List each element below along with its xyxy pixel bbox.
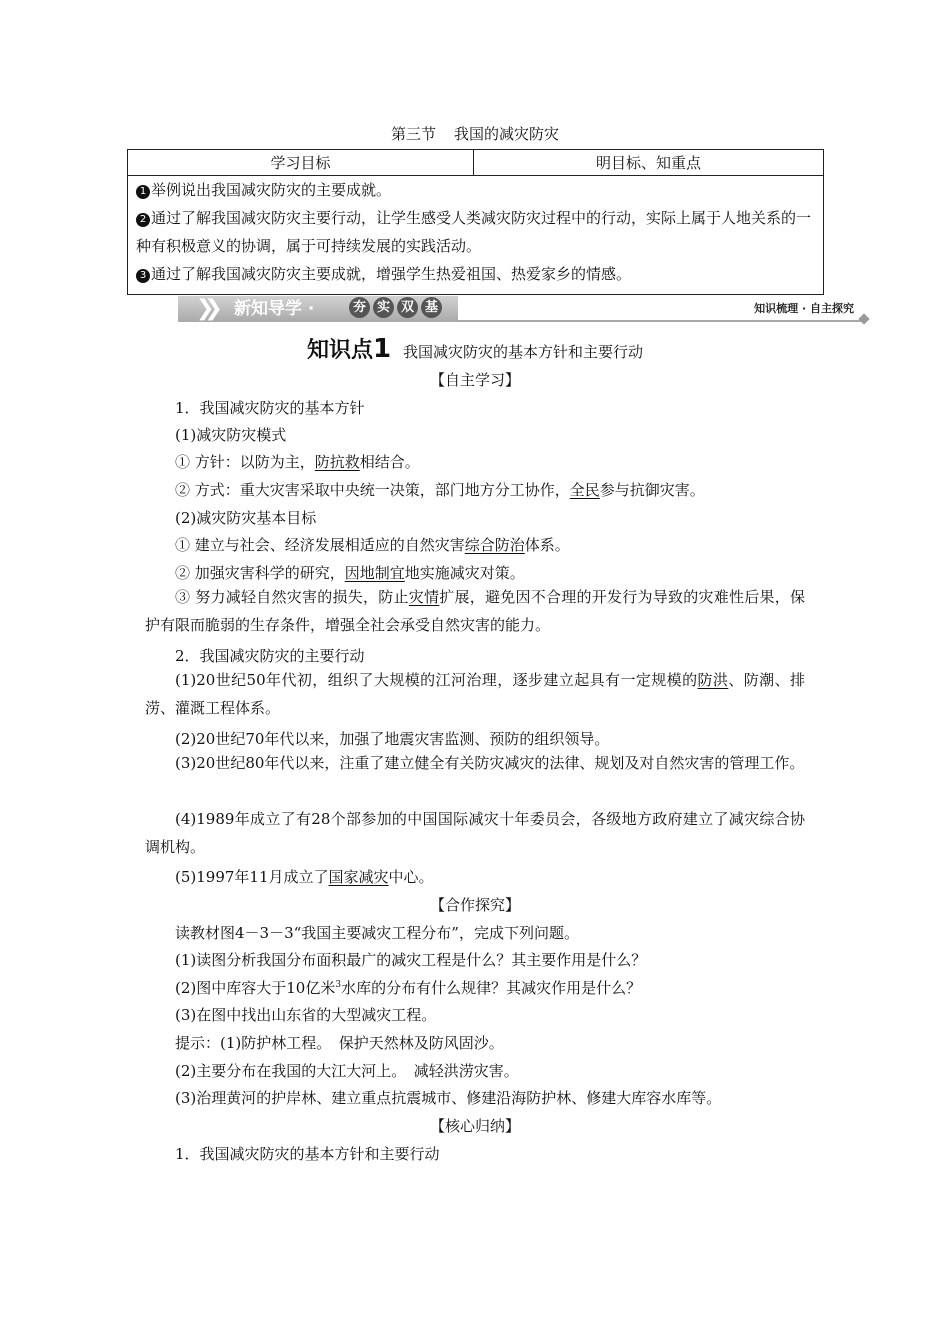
text-line: ① 建立与社会、经济发展相适应的自然灾害综合防治体系。 bbox=[175, 536, 570, 554]
objectives-header-focus: 明目标、知重点 bbox=[474, 150, 824, 176]
text-line: (5)1997年11月成立了国家减灾中心。 bbox=[175, 868, 434, 886]
paragraph: (1)20世纪50年代初，组织了大规模的江河治理，逐步建立起具有一定规模的防洪、防潮、排涝、灌溉工程体系。 bbox=[145, 671, 805, 717]
text-line: ① 方针：以防为主，防抗救相结合。 bbox=[175, 453, 420, 471]
section-number: 第三节 bbox=[390, 125, 436, 143]
hint: (3)治理黄河的护岸林、建立重点抗震城市、修建沿海防护林、修建大库容水库等。 bbox=[175, 1089, 722, 1107]
objective-item: 1 举例说出我国减灾防灾的主要成就。 bbox=[136, 176, 823, 204]
question: (3)在图中找出山东省的大型减灾工程。 bbox=[175, 1006, 437, 1024]
question: (1)读图分析我国分布面积最广的减灾工程是什么？其主要作用是什么？ bbox=[175, 951, 647, 969]
answer-blank: 防洪 bbox=[697, 671, 729, 689]
knowledge-point-heading bbox=[0, 333, 950, 364]
objectives-table bbox=[127, 149, 824, 295]
objective-item: 2 通过了解我国减灾防灾主要行动，让学生感受人类减灾防灾过程中的行动，实际上属于人地关系的一种有积极意义的协调，属于可持续发展的实践活动。 bbox=[136, 209, 812, 255]
text-line: ② 加强灾害科学的研究，因地制宜地实施减灾对策。 bbox=[175, 564, 525, 582]
knowledge-point-title: 我国减灾防灾的基本方针和主要行动 bbox=[403, 343, 644, 361]
banner-rule bbox=[458, 320, 863, 322]
hint: (2)主要分布在我国的大江大河上。 减轻洪涝灾害。 bbox=[175, 1062, 519, 1080]
number-badge: 3 bbox=[136, 269, 150, 283]
section-label-core: 【核心归纳】 bbox=[429, 1117, 520, 1135]
number-badge: 2 bbox=[136, 213, 150, 227]
hint: 提示：(1)防护林工程。 保护天然林及防风固沙。 bbox=[175, 1034, 504, 1052]
objective-item: 3 通过了解我国减灾防灾主要成就，增强学生热爱祖国、热爱家乡的情感。 bbox=[136, 260, 823, 288]
answer-blank: 防抗救 bbox=[314, 453, 360, 471]
section-label-cooperative: 【合作探究】 bbox=[429, 896, 520, 914]
double-chevron-icon: ❯❯ bbox=[196, 296, 213, 321]
banner-title: 新知导学 · bbox=[234, 299, 315, 319]
section-name: 我国的减灾防灾 bbox=[454, 125, 560, 143]
number-badge: 1 bbox=[136, 185, 150, 199]
answer-blank: 因地制宜 bbox=[344, 564, 405, 582]
heading-1: 1．我国减灾防灾的基本方针 bbox=[175, 399, 365, 417]
answer-blank: 综合防治 bbox=[464, 536, 525, 554]
diamond-icon bbox=[858, 313, 869, 324]
answer-blank: 灾情 bbox=[408, 588, 440, 606]
objectives-header-goals: 学习目标 bbox=[128, 150, 474, 176]
heading-2: 2．我国减灾防灾的主要行动 bbox=[175, 647, 365, 665]
page-title bbox=[0, 123, 950, 144]
objectives-body bbox=[128, 176, 824, 295]
paragraph: (4)1989年成立了有28个部参加的中国国际减灾十年委员会，各级地方政府建立了减灾综合协调机构。 bbox=[145, 810, 805, 856]
banner-pill: 基 bbox=[421, 297, 442, 318]
subheading-goals: (2)减灾防灾基本目标 bbox=[175, 509, 317, 527]
section-banner bbox=[178, 294, 868, 324]
subheading-mode: (1)减灾防灾模式 bbox=[175, 426, 287, 444]
text-line: (2)20世纪70年代以来，加强了地震灾害监测、预防的组织领导。 bbox=[175, 730, 610, 748]
banner-pill: 双 bbox=[397, 297, 418, 318]
section-label-self-study: 【自主学习】 bbox=[429, 371, 520, 389]
banner-pill: 夯 bbox=[349, 297, 370, 318]
answer-blank: 国家减灾 bbox=[328, 868, 389, 886]
paragraph: (3)20世纪80年代以来，注重了建立健全有关防灾减灾的法律、规划及对自然灾害的管理工作。 bbox=[175, 754, 805, 772]
banner-subtitle: 知识梳理 · 自主探究 bbox=[754, 302, 854, 315]
answer-blank: 全民 bbox=[569, 481, 600, 499]
text-line: ② 方式：重大灾害采取中央统一决策，部门地方分工协作，全民参与抗御灾害。 bbox=[175, 481, 705, 499]
knowledge-point-number: 1 bbox=[372, 334, 392, 364]
banner-pill: 实 bbox=[373, 297, 394, 318]
knowledge-point-label: 知识点 bbox=[306, 338, 373, 363]
paragraph: ③ 努力减轻自然灾害的损失，防止灾情扩展，避免因不合理的开发行为导致的灾难性后果，保护有限而脆弱的生存条件，增强全社会承受自然灾害的能力。 bbox=[145, 588, 805, 634]
heading-core: 1．我国减灾防灾的基本方针和主要行动 bbox=[175, 1145, 440, 1163]
question: (2)图中库容大于10亿米$^3$水库的分布有什么规律？其减灾作用是什么？ bbox=[175, 979, 642, 997]
question-intro: 读教材图4－3－3“我国主要减灾工程分布”，完成下列问题。 bbox=[175, 924, 579, 942]
